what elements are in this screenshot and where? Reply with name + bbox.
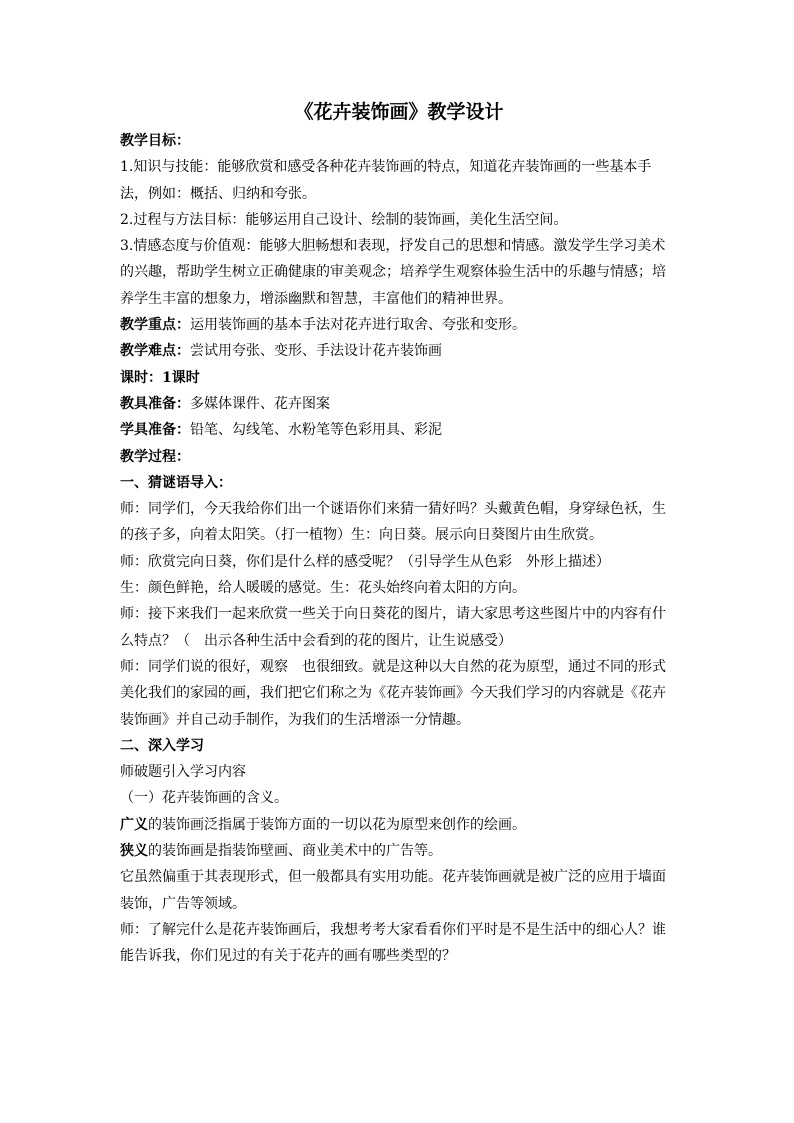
paragraph-broad: [120, 812, 678, 838]
teaching-tools-label: 教具准备：: [120, 395, 190, 412]
narrow-text: 的装饰画是指装饰壁画、商业美术中的广告等。: [148, 843, 442, 860]
paragraph-function: 它虽然偏重于其表现形式，但一般都具有实用功能。花卉装饰画就是被广泛的应用于墙面装饰，广告等领域。: [120, 869, 666, 912]
goal-2: 2.过程与方法目标：能够运用自己设计、绘制的装饰画，美化生活空间。: [120, 211, 568, 228]
process-heading: 教学过程：: [120, 448, 190, 465]
teaching-tools: [120, 391, 678, 417]
learning-tools-text: 铅笔、勾线笔、水粉笔等色彩用具、彩泥: [190, 422, 442, 439]
goal-3: 3.情感态度与价值观：能够大胆畅想和表现，抒发自己的思想和情感。激发学生学习美术的兴趣，帮助学生树立正确健康的审美观念；培养学生观察体验生活中的乐趣与情感；培养学生丰富的想象力，增添幽默和智慧，丰富他们的精神世界。: [120, 238, 666, 307]
paragraph-feeling: 师：欣赏完向日葵，你们是什么样的感受呢？（引导学生从色彩 外形上描述）: [120, 553, 610, 570]
paragraph-question: 师：了解完什么是花卉装饰画后，我想考考大家看看你们平时是不是生活中的细心人？谁能告诉我，你们见过的有关于花卉的画有哪些类型的？: [120, 921, 666, 965]
goals-heading: 教学目标：: [120, 133, 190, 149]
learning-tools-label: 学具准备：: [120, 422, 190, 439]
paragraph-break-topic: 师破题引入学习内容: [120, 764, 246, 781]
learning-tools: [120, 417, 678, 443]
paragraph-meaning-heading: （一）花卉装饰画的含义。: [120, 790, 288, 807]
paragraph-introduce: 师：同学们说的很好，观察 也很细致。就是这种以大自然的花为原型，通过不同的形式美化我们的家园的画，我们把它们称之为《花卉装饰画》今天我们学习的内容就是《花卉装饰画》并自己动手制作，为我们的生活增添一分情趣。: [120, 658, 666, 728]
key-point-label: 教学重点：: [120, 317, 190, 334]
goal-1: 1.知识与技能：能够欣赏和感受各种花卉装饰画的特点，知道花卉装饰画的一些基本手法，例如：概括、归纳和夸张。: [120, 159, 652, 202]
section-1-heading: 一、猜谜语导入：: [120, 474, 232, 491]
key-point-text: 运用装饰画的基本手法对花卉进行取舍、夸张和变形。: [190, 317, 526, 334]
difficult-point: [120, 338, 678, 364]
paragraph-riddle: 师：同学们，今天我给你们出一个谜语你们来猜一猜好吗？头戴黄色帽，身穿绿色袄，生的孩子多，向着太阳笑。（打一植物）生：向日葵。展示向日葵图片由生欣赏。: [120, 501, 666, 544]
paragraph-student-answer: 生：颜色鲜艳，给人暖暖的感觉。生：花头始终向着太阳的方向。: [120, 580, 526, 597]
difficult-point-text: 尝试用夸张、变形、手法设计花卉装饰画: [190, 343, 442, 360]
key-point: [120, 312, 678, 338]
class-period: 课时：1课时: [120, 369, 200, 386]
document-title: 《花卉装饰画》教学设计: [294, 101, 504, 123]
broad-text: 的装饰画泛指属于装饰方面的一切以花为原型来创作的绘画。: [148, 816, 526, 833]
paragraph-narrow: [120, 838, 678, 864]
paragraph-appreciate: 师：接下来我们一起来欣赏一些关于向日葵花的图片，请大家思考这些图片中的内容有什么特点？（ 出示各种生活中会看到的花的图片，让生说感受）: [120, 606, 666, 649]
teaching-tools-text: 多媒体课件、花卉图案: [190, 395, 330, 412]
broad-label: 广义: [120, 816, 148, 833]
section-2-heading: 二、深入学习: [120, 737, 204, 754]
difficult-point-label: 教学难点：: [120, 343, 190, 360]
narrow-label: 狭义: [120, 843, 148, 860]
